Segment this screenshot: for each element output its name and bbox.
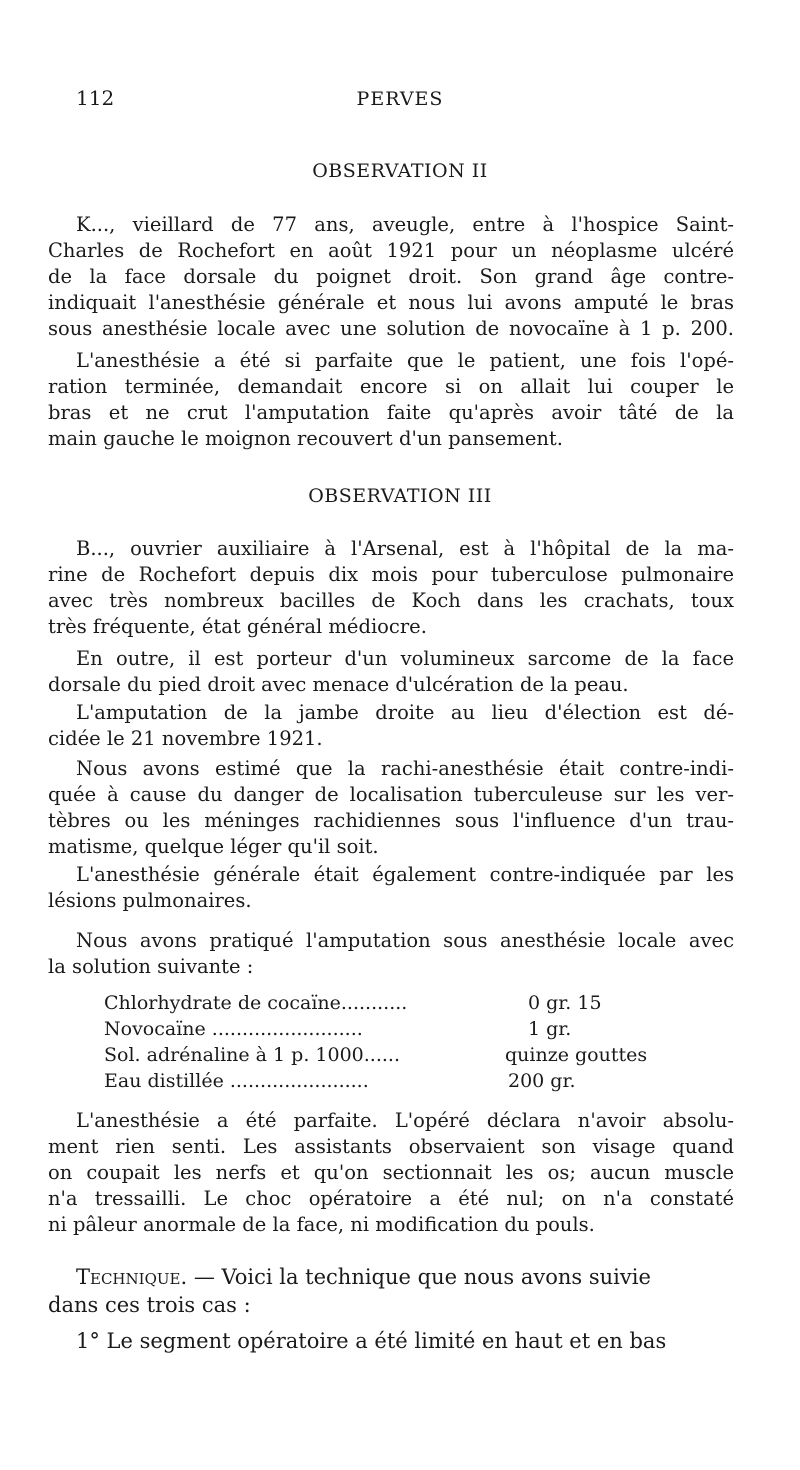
obs3-line-14: lésions pulmonaires. — [48, 889, 252, 912]
formula-amount-1: 0 gr. 15 — [528, 992, 602, 1014]
formula-item-3: Sol. adrénaline à 1 p. 1000...... — [104, 1044, 400, 1066]
obs3-line-3: avec très nombreux bacilles de Koch dans les crachats, toux — [48, 589, 734, 612]
technique-line-3: 1° Le segment opératoire a été limité en haut et en bas — [76, 1329, 667, 1353]
obs3-after-line-2: ment rien senti. Les assistants observaient son visage quand — [48, 1135, 734, 1158]
obs3-line-2: rine de Rochefort depuis dix mois pour tuberculose pulmonaire — [48, 563, 734, 586]
formula-amount-4: 200 gr. — [508, 1070, 576, 1092]
obs3-line-16: la solution suivante : — [48, 955, 254, 978]
obs3-line-7: L'amputation de la jambe droite au lieu d'élection est dé- — [76, 701, 734, 724]
obs2-line-4: indiquait l'anesthésie générale et nous lui avons amputé le bras — [48, 291, 734, 314]
technique-label: Technique. — [76, 1265, 188, 1289]
obs2-line-8: bras et ne crut l'amputation faite qu'après avoir tâté de la — [48, 401, 734, 424]
obs3-line-13: L'anesthésie générale était également contre-indiquée par les — [76, 863, 734, 886]
technique-intro-text: — Voici la technique que nous avons suivie — [193, 1265, 651, 1289]
obs3-line-5: En outre, il est porteur d'un volumineux sarcome de la face — [76, 647, 734, 670]
formula-amount-3: quinze gouttes — [505, 1044, 648, 1066]
observation-2-title: OBSERVATION II — [312, 160, 488, 182]
observation-3-title: OBSERVATION III — [308, 485, 492, 507]
obs3-after-line-3: on coupait les nerfs et qu'on sectionnait les os; aucun muscle — [48, 1161, 734, 1184]
formula-item-2: Novocaïne ......................... — [104, 1018, 363, 1040]
page-number: 112 — [76, 86, 115, 110]
obs3-after-line-1: L'anesthésie a été parfaite. L'opéré déclara n'avoir absolu- — [76, 1109, 734, 1132]
obs3-line-6: dorsale du pied droit avec menace d'ulcération de la peau. — [48, 673, 629, 696]
obs3-line-10: quée à cause du danger de localisation tuberculeuse sur les ver- — [48, 783, 734, 806]
obs3-line-4: très fréquente, état général médiocre. — [48, 615, 427, 638]
obs3-line-11: tèbres ou les méninges rachidiennes sous l'influence d'un trau- — [48, 809, 734, 832]
obs2-line-3: de la face dorsale du poignet droit. Son grand âge contre- — [48, 265, 734, 288]
obs3-after-line-4: n'a tressailli. Le choc opératoire a été nul; on n'a constaté — [48, 1187, 734, 1210]
obs3-after-line-5: ni pâleur anormale de la face, ni modification du pouls. — [48, 1213, 595, 1236]
technique-line-2: dans ces trois cas : — [48, 1293, 251, 1317]
obs3-line-8: cidée le 21 novembre 1921. — [48, 727, 323, 750]
obs3-line-1: B..., ouvrier auxiliaire à l'Arsenal, est à l'hôpital de la ma- — [76, 537, 734, 560]
technique-line-1 — [76, 1264, 734, 1290]
obs3-line-12: matisme, quelque léger qu'il soit. — [48, 835, 379, 858]
formula-amount-2: 1 gr. — [528, 1018, 572, 1040]
obs3-line-9: Nous avons estimé que la rachi-anesthésie était contre-indi- — [76, 757, 734, 780]
obs2-line-1: K..., vieillard de 77 ans, aveugle, entre à l'hospice Saint- — [76, 213, 734, 236]
running-title: PERVES — [356, 88, 444, 110]
obs2-line-5: sous anesthésie locale avec une solution de novocaïne à 1 p. 200. — [48, 317, 734, 340]
obs2-line-2: Charles de Rochefort en août 1921 pour un néoplasme ulcéré — [48, 239, 734, 262]
formula-item-4: Eau distillée ....................... — [104, 1070, 369, 1092]
obs2-line-7: ration terminée, demandait encore si on allait lui couper le — [48, 375, 734, 398]
obs2-line-6: L'anesthésie a été si parfaite que le patient, une fois l'opé- — [76, 349, 734, 372]
obs3-line-15: Nous avons pratiqué l'amputation sous anesthésie locale avec — [76, 929, 734, 952]
formula-item-1: Chlorhydrate de cocaïne........... — [104, 992, 408, 1014]
obs2-line-9: main gauche le moignon recouvert d'un pansement. — [48, 427, 563, 450]
